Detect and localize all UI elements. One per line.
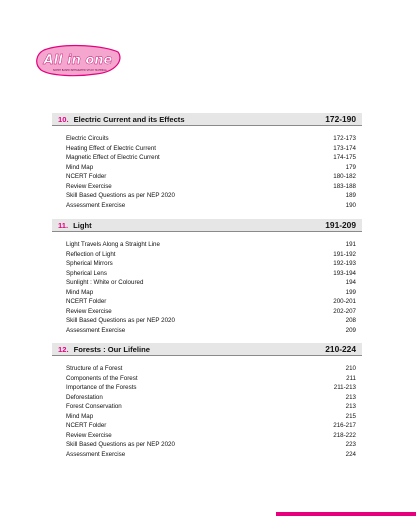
chapter-heading	[52, 343, 362, 356]
topic-label: Assessment Exercise	[66, 201, 126, 209]
topic-label: Reflection of Light	[66, 250, 116, 258]
topic-page: 173-174	[333, 144, 356, 152]
topic-page: 190	[345, 201, 356, 209]
topic-row	[66, 144, 356, 154]
topic-label: NCERT Folder	[66, 422, 107, 429]
topic-page: 213	[345, 403, 356, 410]
topic-row	[66, 288, 356, 298]
topic-row	[66, 412, 356, 422]
chapter-number: 11.	[58, 220, 69, 230]
chapter-spacer	[52, 335, 362, 343]
topic-row	[66, 182, 356, 192]
topic-label: Review Exercise	[66, 182, 112, 190]
topic-page: 189	[345, 192, 356, 199]
topic-label: Mind Map	[66, 412, 94, 420]
chapter-heading-left	[58, 115, 185, 124]
topic-row	[66, 259, 356, 269]
topic-label: Review Exercise	[66, 307, 112, 315]
topic-page: 191	[345, 241, 356, 248]
chapter-title: Light	[73, 220, 92, 230]
topic-row	[66, 250, 356, 260]
topic-row	[66, 450, 356, 460]
topic-label: Assessment Exercise	[66, 450, 126, 458]
topic-row	[66, 421, 356, 431]
chapter-section	[52, 219, 362, 335]
chapter-number: 12.	[58, 344, 69, 354]
topic-label: Mind Map	[66, 288, 94, 296]
topic-row	[66, 364, 356, 374]
topic-row	[66, 383, 356, 393]
topic-page: 216-217	[333, 422, 356, 429]
topic-page: 183-188	[333, 182, 356, 190]
topic-label: Electric Circuits	[66, 135, 109, 142]
topic-label: Heating Effect of Electric Current	[66, 144, 156, 152]
topic-page: 209	[345, 326, 356, 334]
brand-logo	[36, 44, 122, 78]
topic-page: 180-182	[333, 173, 356, 180]
chapter-number: 10.	[58, 114, 69, 124]
topic-page: 213	[345, 393, 356, 401]
chapter-page-range: 210-224	[325, 344, 356, 354]
topic-label: Sunlight : White or Coloured	[66, 279, 144, 286]
topic-page: 215	[345, 412, 356, 420]
topic-page: 192-193	[333, 260, 356, 267]
chapter-section	[52, 343, 362, 459]
topic-list	[52, 356, 362, 459]
topic-row	[66, 269, 356, 279]
topic-page: 202-207	[333, 307, 356, 315]
topic-list	[52, 232, 362, 335]
topic-row	[66, 431, 356, 441]
topic-label: Components of the Forest	[66, 374, 138, 382]
topic-row	[66, 163, 356, 173]
topic-label: Deforestation	[66, 393, 103, 401]
topic-label: Spherical Lens	[66, 269, 107, 277]
chapter-spacer	[52, 210, 362, 219]
topic-row	[66, 191, 356, 201]
topic-row	[66, 307, 356, 317]
topic-row	[66, 278, 356, 288]
topic-row	[66, 153, 356, 163]
chapter-page-range: 172-190	[325, 114, 356, 124]
topic-row	[66, 134, 356, 144]
chapter-section	[52, 113, 362, 210]
topic-label: Importance of the Forests	[66, 384, 137, 391]
topic-page: 179	[345, 163, 356, 171]
topic-page: 211	[346, 374, 356, 382]
chapter-heading	[52, 219, 362, 232]
topic-page: 211-213	[333, 384, 356, 391]
topic-row	[66, 240, 356, 250]
topic-label: Light Travels Along a Straight Line	[66, 241, 160, 248]
topic-list	[52, 126, 362, 210]
logo-text: All in one	[43, 53, 113, 68]
topic-label: NCERT Folder	[66, 298, 107, 305]
chapter-heading-left	[58, 221, 92, 230]
chapter-heading	[52, 113, 362, 126]
topic-page: 191-192	[333, 250, 356, 258]
topic-label: Magnetic Effect of Electric Current	[66, 154, 160, 161]
topic-row	[66, 201, 356, 211]
topic-page: 194	[345, 279, 356, 286]
table-of-contents	[52, 113, 362, 459]
topic-page: 199	[345, 288, 356, 296]
chapter-page-range: 191-209	[325, 220, 356, 230]
topic-label: Assessment Exercise	[66, 326, 126, 334]
topic-row	[66, 316, 356, 326]
topic-page: 224	[345, 450, 356, 458]
footer-accent-bar	[276, 512, 416, 516]
topic-label: Skill Based Questions as per NEP 2020	[66, 441, 175, 448]
topic-page: 174-175	[333, 154, 356, 161]
topic-page: 208	[345, 317, 356, 324]
topic-row	[66, 374, 356, 384]
topic-row	[66, 440, 356, 450]
topic-page: 210	[345, 365, 356, 372]
chapter-title: Electric Current and its Effects	[73, 114, 185, 124]
topic-page: 193-194	[333, 269, 356, 277]
logo-tagline: NCERT BASED INTEGRATED STUDY MATERIAL	[53, 69, 107, 72]
topic-label: Spherical Mirrors	[66, 260, 113, 267]
topic-label: Review Exercise	[66, 431, 112, 439]
topic-row	[66, 393, 356, 403]
chapter-heading-left	[58, 345, 150, 354]
topic-label: Skill Based Questions as per NEP 2020	[66, 317, 175, 324]
topic-row	[66, 297, 356, 307]
topic-row	[66, 326, 356, 336]
topic-label: NCERT Folder	[66, 173, 107, 180]
topic-page: 223	[345, 441, 356, 448]
topic-label: Forest Conservation	[66, 403, 122, 410]
topic-label: Mind Map	[66, 163, 94, 171]
chapter-title: Forests : Our Lifeline	[73, 344, 150, 354]
topic-page: 218-222	[333, 431, 356, 439]
topic-page: 172-173	[333, 135, 356, 142]
topic-label: Skill Based Questions as per NEP 2020	[66, 192, 175, 199]
topic-label: Structure of a Forest	[66, 365, 123, 372]
topic-row	[66, 172, 356, 182]
topic-page: 200-201	[333, 298, 356, 305]
topic-row	[66, 402, 356, 412]
